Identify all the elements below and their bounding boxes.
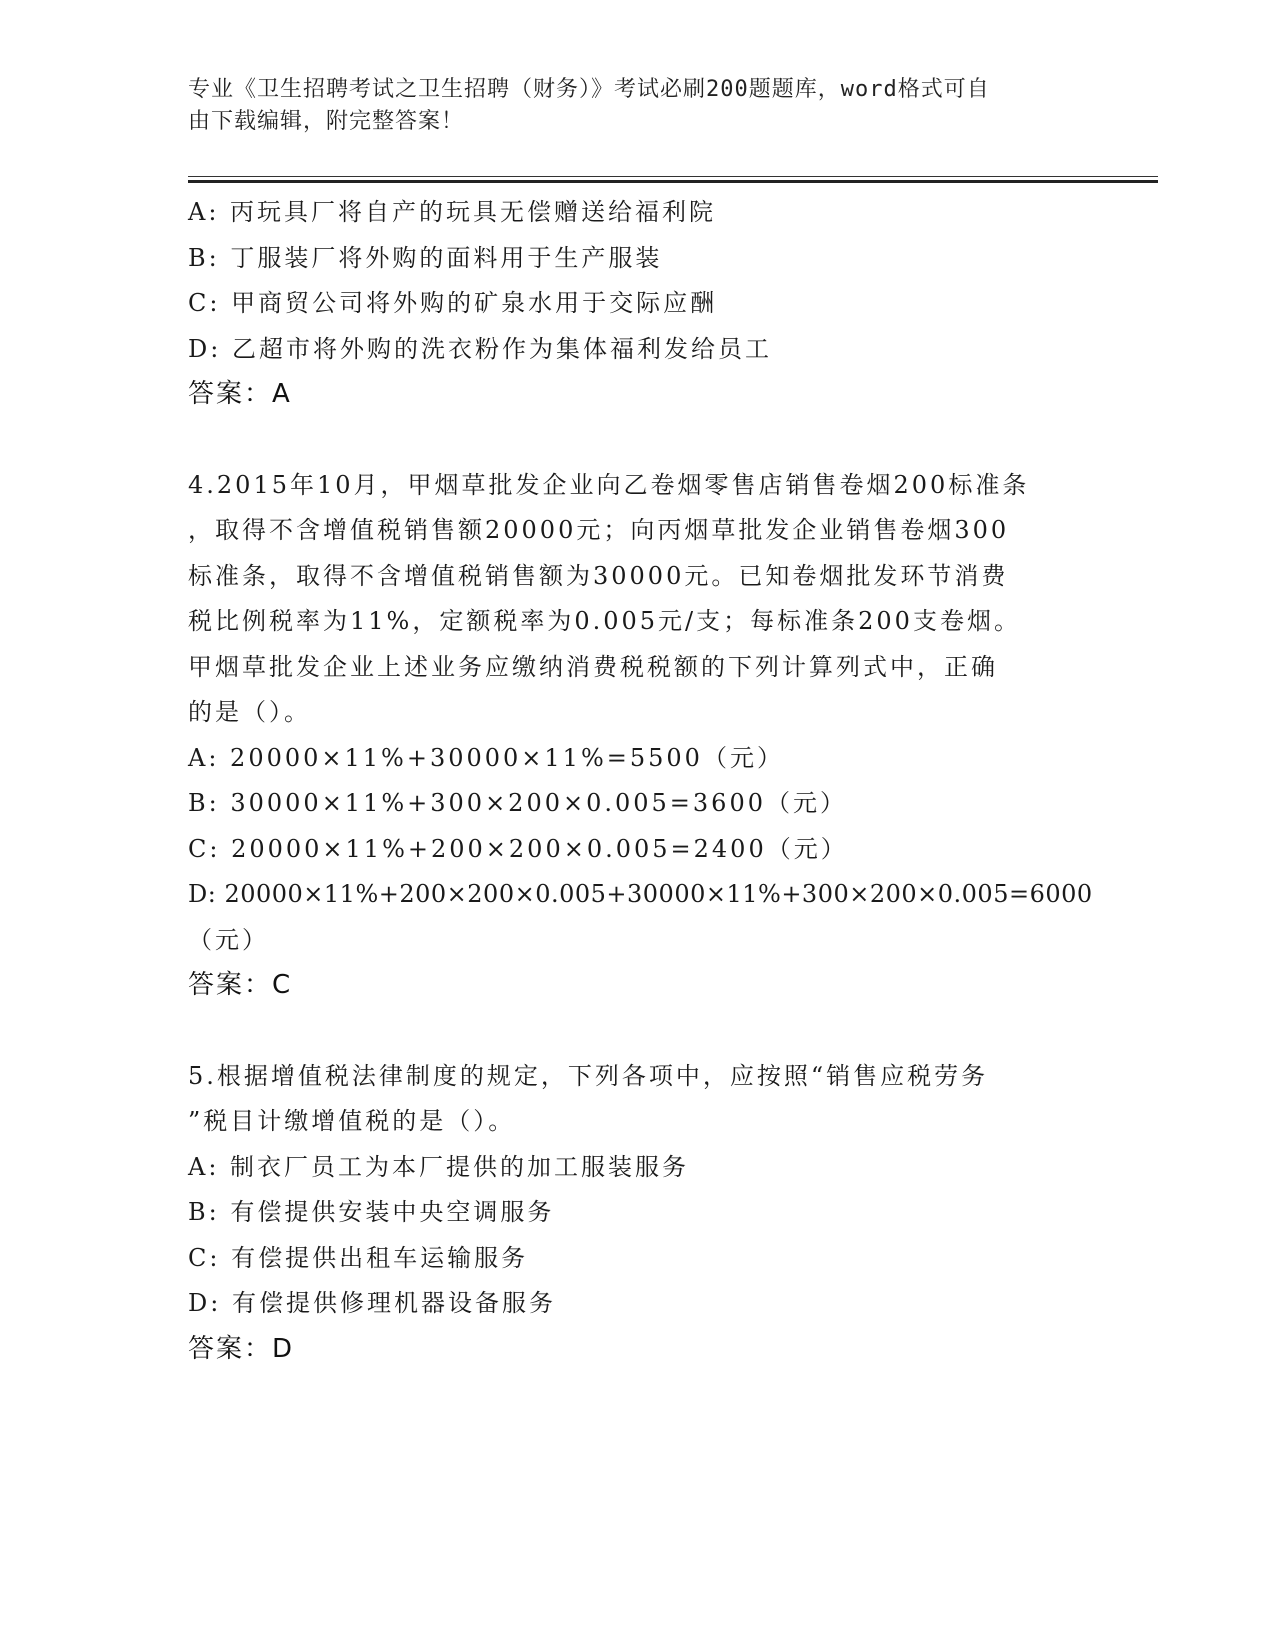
q4-option-d-line-1: D: 20000×11%+200×200×0.005+30000×11%+300×200×0.005=6000 (188, 880, 1093, 908)
q4-stem-line-3: 标准条，取得不含增值税销售额为30000元。已知卷烟批发环节消费 (188, 561, 1009, 590)
question-5-block (188, 1054, 1088, 1373)
question-gap (188, 1009, 1088, 1054)
question-content (188, 190, 1093, 1372)
q3-answer: 答案：A (188, 379, 292, 409)
q5-option-a: A: 制衣厂员工为本厂提供的加工服装服务 (188, 1152, 690, 1181)
q5-stem-line-1: 5.根据增值税法律制度的规定，下列各项中，应按照“销售应税劳务 (188, 1061, 989, 1090)
q3-option-b: B: 丁服装厂将外购的面料用于生产服装 (188, 243, 663, 272)
q5-option-d: D: 有偿提供修理机器设备服务 (188, 1289, 556, 1317)
question-gap (188, 418, 1088, 463)
q4-option-c: C: 20000×11%+200×200×0.005=2400（元） (188, 834, 848, 863)
question-3-block (188, 190, 1088, 418)
q5-option-c: C: 有偿提供出租车运输服务 (188, 1243, 529, 1272)
q4-option-a: A: 20000×11%+30000×11%=5500（元） (188, 743, 784, 772)
document-header (188, 74, 1088, 138)
header-divider-thin (188, 176, 1158, 177)
q4-option-d-line-2: （元） (188, 925, 269, 954)
q4-option-b: B: 30000×11%+300×200×0.005=3600（元） (188, 789, 847, 817)
q4-answer: 答案：C (188, 970, 293, 1000)
header-line-1: 专业《卫生招聘考试之卫生招聘（财务）》考试必刷200题题库，word格式可自 (188, 77, 990, 102)
q3-option-d: D: 乙超市将外购的洗衣粉作为集体福利发给员工 (188, 334, 772, 363)
q3-option-a: A: 丙玩具厂将自产的玩具无偿赠送给福利院 (188, 198, 717, 226)
q4-stem-line-4: 税比例税率为11%，定额税率为0.005元/支；每标准条200支卷烟。 (188, 607, 1021, 635)
q5-option-b: B: 有偿提供安装中央空调服务 (188, 1198, 555, 1226)
q5-answer: 答案：D (188, 1333, 295, 1364)
q4-stem-line-5: 甲烟草批发企业上述业务应缴纳消费税税额的下列计算列式中，正确 (188, 652, 998, 681)
q4-stem-line-2: ，取得不含增值税销售额20000元；向丙烟草批发企业销售卷烟300 (188, 516, 1010, 544)
q4-stem-line-6: 的是（）。 (188, 698, 311, 726)
q5-stem-line-2: ”税目计缴增值税的是（）。 (188, 1107, 516, 1135)
question-4-block (188, 463, 1093, 1009)
header-divider-thick (188, 180, 1158, 183)
q3-option-c: C: 甲商贸公司将外购的矿泉水用于交际应酬 (188, 289, 718, 317)
header-line-2: 由下载编辑，附完整答案！ (188, 109, 465, 134)
q4-stem-line-1: 4.2015年10月，甲烟草批发企业向乙卷烟零售店销售卷烟200标准条 (188, 470, 1030, 499)
